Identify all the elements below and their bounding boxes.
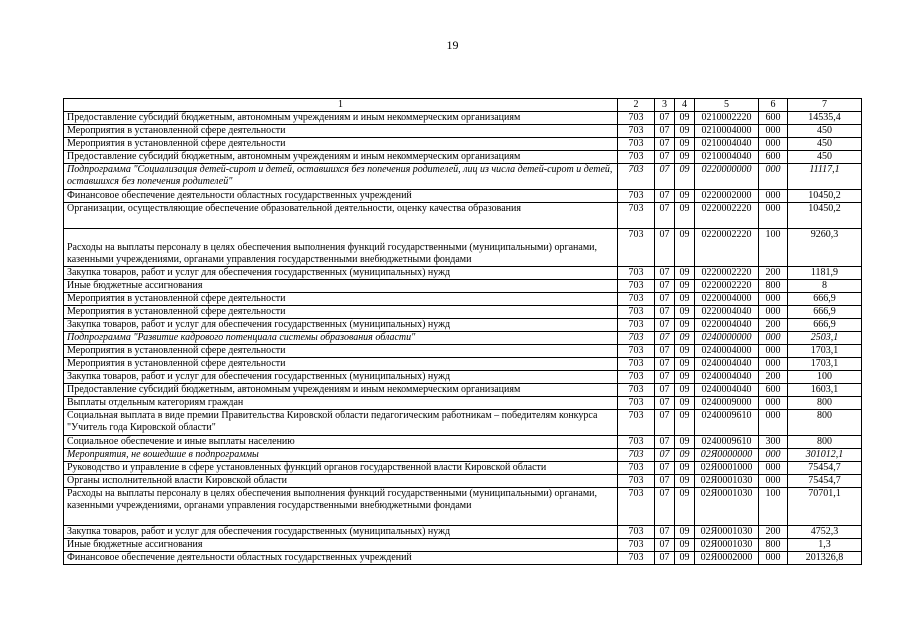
row-code-gov-cell: 703: [618, 203, 655, 229]
row-name-cell: Подпрограмма "Развитие кадрового потенциала системы образования области": [64, 332, 618, 345]
row-section-cell: 07: [655, 293, 675, 306]
row-amount-cell: 666,9: [788, 319, 862, 332]
row-target-cell: 0240004040: [695, 358, 759, 371]
column-header: 1: [64, 99, 618, 112]
row-code-gov-cell: 703: [618, 526, 655, 539]
table-row: [64, 164, 862, 190]
row-amount-cell: 800: [788, 397, 862, 410]
table-row: [64, 203, 862, 229]
row-code-gov-cell: 703: [618, 358, 655, 371]
row-section-cell: 07: [655, 190, 675, 203]
row-code-gov-cell: 703: [618, 539, 655, 552]
row-amount-cell: 450: [788, 151, 862, 164]
table-row: [64, 190, 862, 203]
row-amount-cell: 14535,4: [788, 112, 862, 125]
row-subsection-cell: 09: [675, 125, 695, 138]
row-subsection-cell: 09: [675, 384, 695, 397]
row-subsection-cell: 09: [675, 449, 695, 462]
row-target-cell: 0220002220: [695, 203, 759, 229]
row-name-cell: Мероприятия в установленной сфере деятельности: [64, 345, 618, 358]
column-header: 6: [759, 99, 788, 112]
row-section-cell: 07: [655, 526, 675, 539]
row-target-cell: 02Я0001000: [695, 462, 759, 475]
row-name-cell: Руководство и управление в сфере установленных функций органов государственной власти Кировской области: [64, 462, 618, 475]
row-subsection-cell: 09: [675, 552, 695, 565]
row-amount-cell: 75454,7: [788, 462, 862, 475]
row-name-cell: Мероприятия в установленной сфере деятельности: [64, 293, 618, 306]
row-amount-cell: 1603,1: [788, 384, 862, 397]
page-number: 19: [446, 38, 459, 52]
row-name-cell: Мероприятия в установленной сфере деятельности: [64, 125, 618, 138]
row-code-gov-cell: 703: [618, 449, 655, 462]
row-amount-cell: 666,9: [788, 293, 862, 306]
row-subsection-cell: 09: [675, 319, 695, 332]
table-row: [64, 462, 862, 475]
table-row: [64, 371, 862, 384]
row-amount-cell: 1,3: [788, 539, 862, 552]
table-row: [64, 280, 862, 293]
row-amount-cell: 1703,1: [788, 345, 862, 358]
table-row: [64, 229, 862, 267]
row-code-gov-cell: 703: [618, 125, 655, 138]
row-target-cell: 0210004040: [695, 151, 759, 164]
table-row: [64, 552, 862, 565]
row-subsection-cell: 09: [675, 151, 695, 164]
row-code-gov-cell: 703: [618, 462, 655, 475]
row-name-cell: Предоставление субсидий бюджетным, автономным учреждениям и иным некоммерческим организациям: [64, 112, 618, 125]
row-name-cell: Закупка товаров, работ и услуг для обеспечения государственных (муниципальных) нужд: [64, 371, 618, 384]
column-header: 5: [695, 99, 759, 112]
table-row: [64, 488, 862, 526]
row-target-cell: 0240004040: [695, 371, 759, 384]
row-section-cell: 07: [655, 449, 675, 462]
table-row: [64, 332, 862, 345]
row-subsection-cell: 09: [675, 436, 695, 449]
row-code-gov-cell: 703: [618, 384, 655, 397]
row-subsection-cell: 09: [675, 539, 695, 552]
row-subsection-cell: 09: [675, 306, 695, 319]
row-section-cell: 07: [655, 203, 675, 229]
row-code-gov-cell: 703: [618, 151, 655, 164]
row-amount-cell: 301012,1: [788, 449, 862, 462]
row-amount-cell: 10450,2: [788, 190, 862, 203]
row-type-cell: 000: [759, 449, 788, 462]
row-name-cell: Мероприятия, не вошедшие в подпрограммы: [64, 449, 618, 462]
row-name-cell: Иные бюджетные ассигнования: [64, 280, 618, 293]
row-target-cell: 0210004040: [695, 138, 759, 151]
row-section-cell: 07: [655, 319, 675, 332]
row-target-cell: 0240004040: [695, 384, 759, 397]
row-subsection-cell: 09: [675, 345, 695, 358]
row-name-cell: Мероприятия в установленной сфере деятельности: [64, 306, 618, 319]
row-subsection-cell: 09: [675, 488, 695, 526]
row-section-cell: 07: [655, 267, 675, 280]
row-subsection-cell: 09: [675, 138, 695, 151]
row-section-cell: 07: [655, 371, 675, 384]
row-name-cell: Расходы на выплаты персоналу в целях обеспечения выполнения функций государственными (муниципальными) органами, казенными учреждениями, органами управления государственными внебюджетными фондами: [64, 229, 618, 267]
row-target-cell: 0220004040: [695, 306, 759, 319]
row-type-cell: 000: [759, 462, 788, 475]
row-code-gov-cell: 703: [618, 190, 655, 203]
row-code-gov-cell: 703: [618, 112, 655, 125]
table-row: [64, 151, 862, 164]
row-section-cell: 07: [655, 138, 675, 151]
row-amount-cell: 70701,1: [788, 488, 862, 526]
table-row: [64, 345, 862, 358]
table-row: [64, 293, 862, 306]
row-subsection-cell: 09: [675, 229, 695, 267]
table-row: [64, 125, 862, 138]
column-header: 7: [788, 99, 862, 112]
row-section-cell: 07: [655, 345, 675, 358]
table-row: [64, 475, 862, 488]
row-subsection-cell: 09: [675, 526, 695, 539]
row-type-cell: 000: [759, 138, 788, 151]
row-type-cell: 000: [759, 475, 788, 488]
row-amount-cell: 4752,3: [788, 526, 862, 539]
row-amount-cell: 666,9: [788, 306, 862, 319]
row-target-cell: 02Я0000000: [695, 449, 759, 462]
row-type-cell: 000: [759, 306, 788, 319]
row-subsection-cell: 09: [675, 371, 695, 384]
row-amount-cell: 11117,1: [788, 164, 862, 190]
row-target-cell: 0210002220: [695, 112, 759, 125]
row-section-cell: 07: [655, 436, 675, 449]
row-section-cell: 07: [655, 462, 675, 475]
row-type-cell: 000: [759, 125, 788, 138]
row-type-cell: 800: [759, 280, 788, 293]
row-code-gov-cell: 703: [618, 138, 655, 151]
row-name-cell: Финансовое обеспечение деятельности областных государственных учреждений: [64, 190, 618, 203]
row-subsection-cell: 09: [675, 397, 695, 410]
row-amount-cell: 10450,2: [788, 203, 862, 229]
row-target-cell: 02Я0002000: [695, 552, 759, 565]
row-type-cell: 000: [759, 552, 788, 565]
row-target-cell: 0240009000: [695, 397, 759, 410]
row-subsection-cell: 09: [675, 190, 695, 203]
row-code-gov-cell: 703: [618, 436, 655, 449]
row-type-cell: 600: [759, 151, 788, 164]
table-row: [64, 319, 862, 332]
row-type-cell: 200: [759, 319, 788, 332]
row-type-cell: 000: [759, 410, 788, 436]
row-section-cell: 07: [655, 358, 675, 371]
row-subsection-cell: 09: [675, 280, 695, 293]
row-section-cell: 07: [655, 552, 675, 565]
row-target-cell: 0240000000: [695, 332, 759, 345]
row-amount-cell: 100: [788, 371, 862, 384]
row-section-cell: 07: [655, 475, 675, 488]
row-type-cell: 000: [759, 358, 788, 371]
table-row: [64, 267, 862, 280]
row-type-cell: 000: [759, 397, 788, 410]
row-name-cell: Иные бюджетные ассигнования: [64, 539, 618, 552]
row-name-cell: Подпрограмма "Социализация детей-сирот и детей, оставшихся без попечения родителей, лиц из числа детей-сирот и детей, оставшихся без попечения родителей": [64, 164, 618, 190]
row-subsection-cell: 09: [675, 475, 695, 488]
row-target-cell: 0240009610: [695, 436, 759, 449]
row-name-cell: Расходы на выплаты персоналу в целях обеспечения выполнения функций государственными (муниципальными) органами, казенными учреждениями, органами управления государственными внебюджетными фондами: [64, 488, 618, 526]
row-subsection-cell: 09: [675, 112, 695, 125]
row-type-cell: 200: [759, 526, 788, 539]
row-code-gov-cell: 703: [618, 410, 655, 436]
table-row: [64, 384, 862, 397]
row-name-cell: Мероприятия в установленной сфере деятельности: [64, 138, 618, 151]
row-section-cell: 07: [655, 280, 675, 293]
column-header: 4: [675, 99, 695, 112]
row-section-cell: 07: [655, 164, 675, 190]
row-type-cell: 000: [759, 345, 788, 358]
row-section-cell: 07: [655, 229, 675, 267]
row-section-cell: 07: [655, 488, 675, 526]
row-target-cell: 0220002000: [695, 190, 759, 203]
row-code-gov-cell: 703: [618, 306, 655, 319]
row-subsection-cell: 09: [675, 203, 695, 229]
row-type-cell: 800: [759, 539, 788, 552]
table-row: [64, 112, 862, 125]
table-row: [64, 449, 862, 462]
row-target-cell: 0210004000: [695, 125, 759, 138]
row-code-gov-cell: 703: [618, 332, 655, 345]
budget-table: [63, 98, 862, 565]
row-target-cell: 02Я0001030: [695, 488, 759, 526]
row-section-cell: 07: [655, 539, 675, 552]
table-row: [64, 436, 862, 449]
row-target-cell: 0240004000: [695, 345, 759, 358]
row-amount-cell: 2503,1: [788, 332, 862, 345]
row-amount-cell: 9260,3: [788, 229, 862, 267]
row-type-cell: 200: [759, 371, 788, 384]
row-name-cell: Финансовое обеспечение деятельности областных государственных учреждений: [64, 552, 618, 565]
table-row: [64, 306, 862, 319]
row-section-cell: 07: [655, 410, 675, 436]
row-type-cell: 600: [759, 384, 788, 397]
row-amount-cell: 1181,9: [788, 267, 862, 280]
row-section-cell: 07: [655, 112, 675, 125]
row-amount-cell: 800: [788, 436, 862, 449]
row-section-cell: 07: [655, 384, 675, 397]
row-target-cell: 0220000000: [695, 164, 759, 190]
row-name-cell: Предоставление субсидий бюджетным, автономным учреждениям и иным некоммерческим организациям: [64, 384, 618, 397]
row-section-cell: 07: [655, 306, 675, 319]
column-header: 3: [655, 99, 675, 112]
row-name-cell: Закупка товаров, работ и услуг для обеспечения государственных (муниципальных) нужд: [64, 319, 618, 332]
row-subsection-cell: 09: [675, 293, 695, 306]
row-name-cell: Выплаты отдельным категориям граждан: [64, 397, 618, 410]
table-row: [64, 138, 862, 151]
row-code-gov-cell: 703: [618, 397, 655, 410]
table-row: [64, 410, 862, 436]
row-subsection-cell: 09: [675, 358, 695, 371]
row-subsection-cell: 09: [675, 332, 695, 345]
row-amount-cell: 201326,8: [788, 552, 862, 565]
row-type-cell: 000: [759, 293, 788, 306]
row-amount-cell: 8: [788, 280, 862, 293]
row-section-cell: 07: [655, 332, 675, 345]
row-section-cell: 07: [655, 151, 675, 164]
row-subsection-cell: 09: [675, 164, 695, 190]
row-type-cell: 000: [759, 190, 788, 203]
row-type-cell: 100: [759, 229, 788, 267]
row-section-cell: 07: [655, 397, 675, 410]
row-section-cell: 07: [655, 125, 675, 138]
row-amount-cell: 75454,7: [788, 475, 862, 488]
column-header: 2: [618, 99, 655, 112]
row-type-cell: 600: [759, 112, 788, 125]
row-target-cell: 0220004040: [695, 319, 759, 332]
row-target-cell: 0220002220: [695, 229, 759, 267]
row-name-cell: Закупка товаров, работ и услуг для обеспечения государственных (муниципальных) нужд: [64, 526, 618, 539]
row-subsection-cell: 09: [675, 267, 695, 280]
row-amount-cell: 800: [788, 410, 862, 436]
row-code-gov-cell: 703: [618, 164, 655, 190]
row-name-cell: Социальная выплата в виде премии Правительства Кировской области педагогическим работникам – победителям конкурса "Учитель года Кировской области": [64, 410, 618, 436]
table-row: [64, 526, 862, 539]
row-target-cell: 0220002220: [695, 267, 759, 280]
row-name-cell: Мероприятия в установленной сфере деятельности: [64, 358, 618, 371]
row-code-gov-cell: 703: [618, 229, 655, 267]
row-code-gov-cell: 703: [618, 488, 655, 526]
row-type-cell: 000: [759, 164, 788, 190]
row-target-cell: 02Я0001030: [695, 526, 759, 539]
table-row: [64, 539, 862, 552]
row-amount-cell: 450: [788, 138, 862, 151]
row-code-gov-cell: 703: [618, 345, 655, 358]
table-header-row: [64, 99, 862, 112]
row-target-cell: 0240009610: [695, 410, 759, 436]
row-type-cell: 000: [759, 203, 788, 229]
row-type-cell: 100: [759, 488, 788, 526]
row-subsection-cell: 09: [675, 410, 695, 436]
row-amount-cell: 1703,1: [788, 358, 862, 371]
row-name-cell: Закупка товаров, работ и услуг для обеспечения государственных (муниципальных) нужд: [64, 267, 618, 280]
row-code-gov-cell: 703: [618, 371, 655, 384]
table-row: [64, 358, 862, 371]
row-target-cell: 0220004000: [695, 293, 759, 306]
row-name-cell: Органы исполнительной власти Кировской области: [64, 475, 618, 488]
row-amount-cell: 450: [788, 125, 862, 138]
row-code-gov-cell: 703: [618, 475, 655, 488]
row-code-gov-cell: 703: [618, 319, 655, 332]
row-target-cell: 0220002220: [695, 280, 759, 293]
row-subsection-cell: 09: [675, 462, 695, 475]
row-type-cell: 200: [759, 267, 788, 280]
table-row: [64, 397, 862, 410]
row-name-cell: Организации, осуществляющие обеспечение образовательной деятельности, оценку качества образования: [64, 203, 618, 229]
row-target-cell: 02Я0001030: [695, 539, 759, 552]
row-code-gov-cell: 703: [618, 293, 655, 306]
row-name-cell: Социальное обеспечение и иные выплаты населению: [64, 436, 618, 449]
row-type-cell: 000: [759, 332, 788, 345]
row-code-gov-cell: 703: [618, 280, 655, 293]
row-name-cell: Предоставление субсидий бюджетным, автономным учреждениям и иным некоммерческим организациям: [64, 151, 618, 164]
row-target-cell: 02Я0001030: [695, 475, 759, 488]
row-code-gov-cell: 703: [618, 552, 655, 565]
row-type-cell: 300: [759, 436, 788, 449]
row-code-gov-cell: 703: [618, 267, 655, 280]
